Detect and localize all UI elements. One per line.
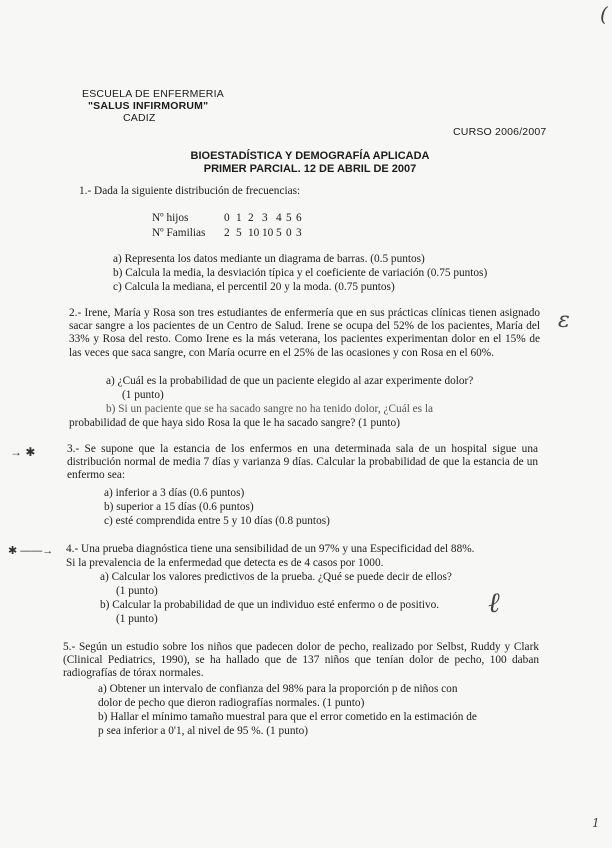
table-cell: 10 [248, 226, 260, 239]
q2-item-a: a) ¿Cuál es la probabilidad de que un paciente elegido al azar experimente dolor? [106, 375, 474, 387]
q4-item-a: a) Calcular los valores predictivos de la prueba. ¿Qué se puede decir de ellos? [100, 571, 452, 583]
q5-item-a-cont: dolor de pecho que dieron radiografías normales. (1 punto) [98, 697, 365, 709]
row-label-familias: Nº Familias [152, 226, 206, 239]
q4-item-a-points: (1 punto) [116, 585, 158, 597]
q4-item-b: b) Calcular la probabilidad de que un individuo esté enfermo o de positivo. [100, 599, 440, 611]
table-cell: 3 [262, 211, 268, 224]
q2-item-b-cont: probabilidad de que haya sido Rosa la que le ha sacado sangre? (1 punto) [69, 417, 400, 429]
q4-line1: 4.- Una prueba diagnóstica tiene una sensibilidad de un 97% y una Especificidad del 88%. [66, 543, 475, 555]
table-cell: 1 [236, 211, 242, 224]
school-city: CADIZ [123, 112, 156, 124]
table-cell: 2 [248, 211, 254, 224]
q4-item-b-points: (1 punto) [116, 613, 158, 625]
exam-subtitle: PRIMER PARCIAL. 12 DE ABRIL DE 2007 [203, 163, 417, 175]
q3-item-a: a) inferior a 3 días (0.6 puntos) [104, 487, 245, 499]
table-cell: 5 [286, 211, 292, 224]
q1-item-a: a) Representa los datos mediante un diagrama de barras. (0.5 puntos) [113, 253, 425, 265]
table-cell: 6 [296, 211, 302, 224]
handwritten-mark: ε [558, 308, 570, 333]
q5-item-b: b) Hallar el mínimo tamaño muestral para que el error cometido en la estimación de [98, 711, 477, 723]
q2-item-b: b) Si un paciente que se ha sacado sangre no ha tenido dolor, ¿Cuál es la [106, 403, 434, 415]
q3-statement: 3.- Se supone que la estancia de los enfermos en una determinada sala de un hospital sigue una distribución normal de media 7 días y varianza 9 días. Calcular la probabilidad de que la estancia de un enfermo sea: [67, 443, 538, 482]
school-motto: "SALUS INFIRMORUM" [88, 100, 209, 112]
arrow-mark-q3: → ✱ [10, 445, 36, 459]
arrow-mark-q4: ✱ ——→ [8, 545, 54, 557]
row-label-hijos: Nº hijos [152, 211, 189, 224]
school-name: ESCUELA DE ENFERMERIA [82, 88, 224, 100]
handwritten-mark: ( [600, 2, 608, 26]
table-cell: 4 [276, 211, 282, 224]
q1-intro: 1.- Dada la siguiente distribución de frecuencias: [79, 185, 301, 197]
table-cell: 10 [262, 226, 274, 239]
q2-statement: 2.- Irene, María y Rosa son tres estudiantes de enfermería que en sus prácticas clínicas tienen asignado sacar sangre a los pacientes de un Centro de Salud. Irene se ocupa del 52% de los pacientes, María del 33% y Rosa del resto. Como Irene es la más veterana, los pacientes experimentan dolor en el 15% de las veces que saca sangre, con María ocurre en el 25% de las ocasiones y con Rosa en el 60%. [69, 307, 540, 359]
q2-item-a-points: (1 punto) [122, 389, 164, 401]
course-year: CURSO 2006/2007 [453, 126, 547, 138]
table-cell: 2 [224, 226, 230, 239]
q1-item-b: b) Calcula la media, la desviación típica y el coeficiente de variación (0.75 puntos) [113, 267, 488, 279]
q4-line2: Si la prevalencia de la enfermedad que detecta es de 4 casos por 1000. [66, 557, 384, 569]
table-cell: 0 [286, 226, 292, 239]
handwritten-mark: ℓ [488, 586, 500, 619]
q1-item-c: c) Calcula la mediana, el percentil 20 y la moda. (0.75 puntos) [113, 281, 395, 293]
table-row [152, 225, 306, 240]
q5-statement: 5.- Según un estudio sobre los niños que padecen dolor de pecho, realizado por Selbst, Ruddy y Clark (Clinical Pediatrics, 1990), se ha hallado que de 137 niños que tenían dolor de pecho, 100 daban radiografías de tórax normales. [63, 641, 539, 680]
table-cell: 5 [236, 226, 242, 239]
q5-item-b-cont: p sea inferior a 0'1, al nivel de 95 %. (1 punto) [98, 725, 309, 737]
table-row [152, 210, 306, 225]
table-cell: 0 [224, 211, 230, 224]
table-cell: 5 [276, 226, 282, 239]
q3-item-c: c) esté comprendida entre 5 y 10 días (0.8 puntos) [104, 515, 330, 527]
table-cell: 3 [296, 226, 302, 239]
q3-item-b: b) superior a 15 días (0.6 puntos) [104, 501, 254, 513]
q5-item-a: a) Obtener un intervalo de confianza del 98% para la proporción p de niños con [98, 683, 458, 695]
handwritten-mark: 1 [592, 816, 600, 830]
exam-title: BIOESTADÍSTICA Y DEMOGRAFÍA APLICADA [190, 150, 430, 162]
frequency-table [152, 210, 306, 240]
